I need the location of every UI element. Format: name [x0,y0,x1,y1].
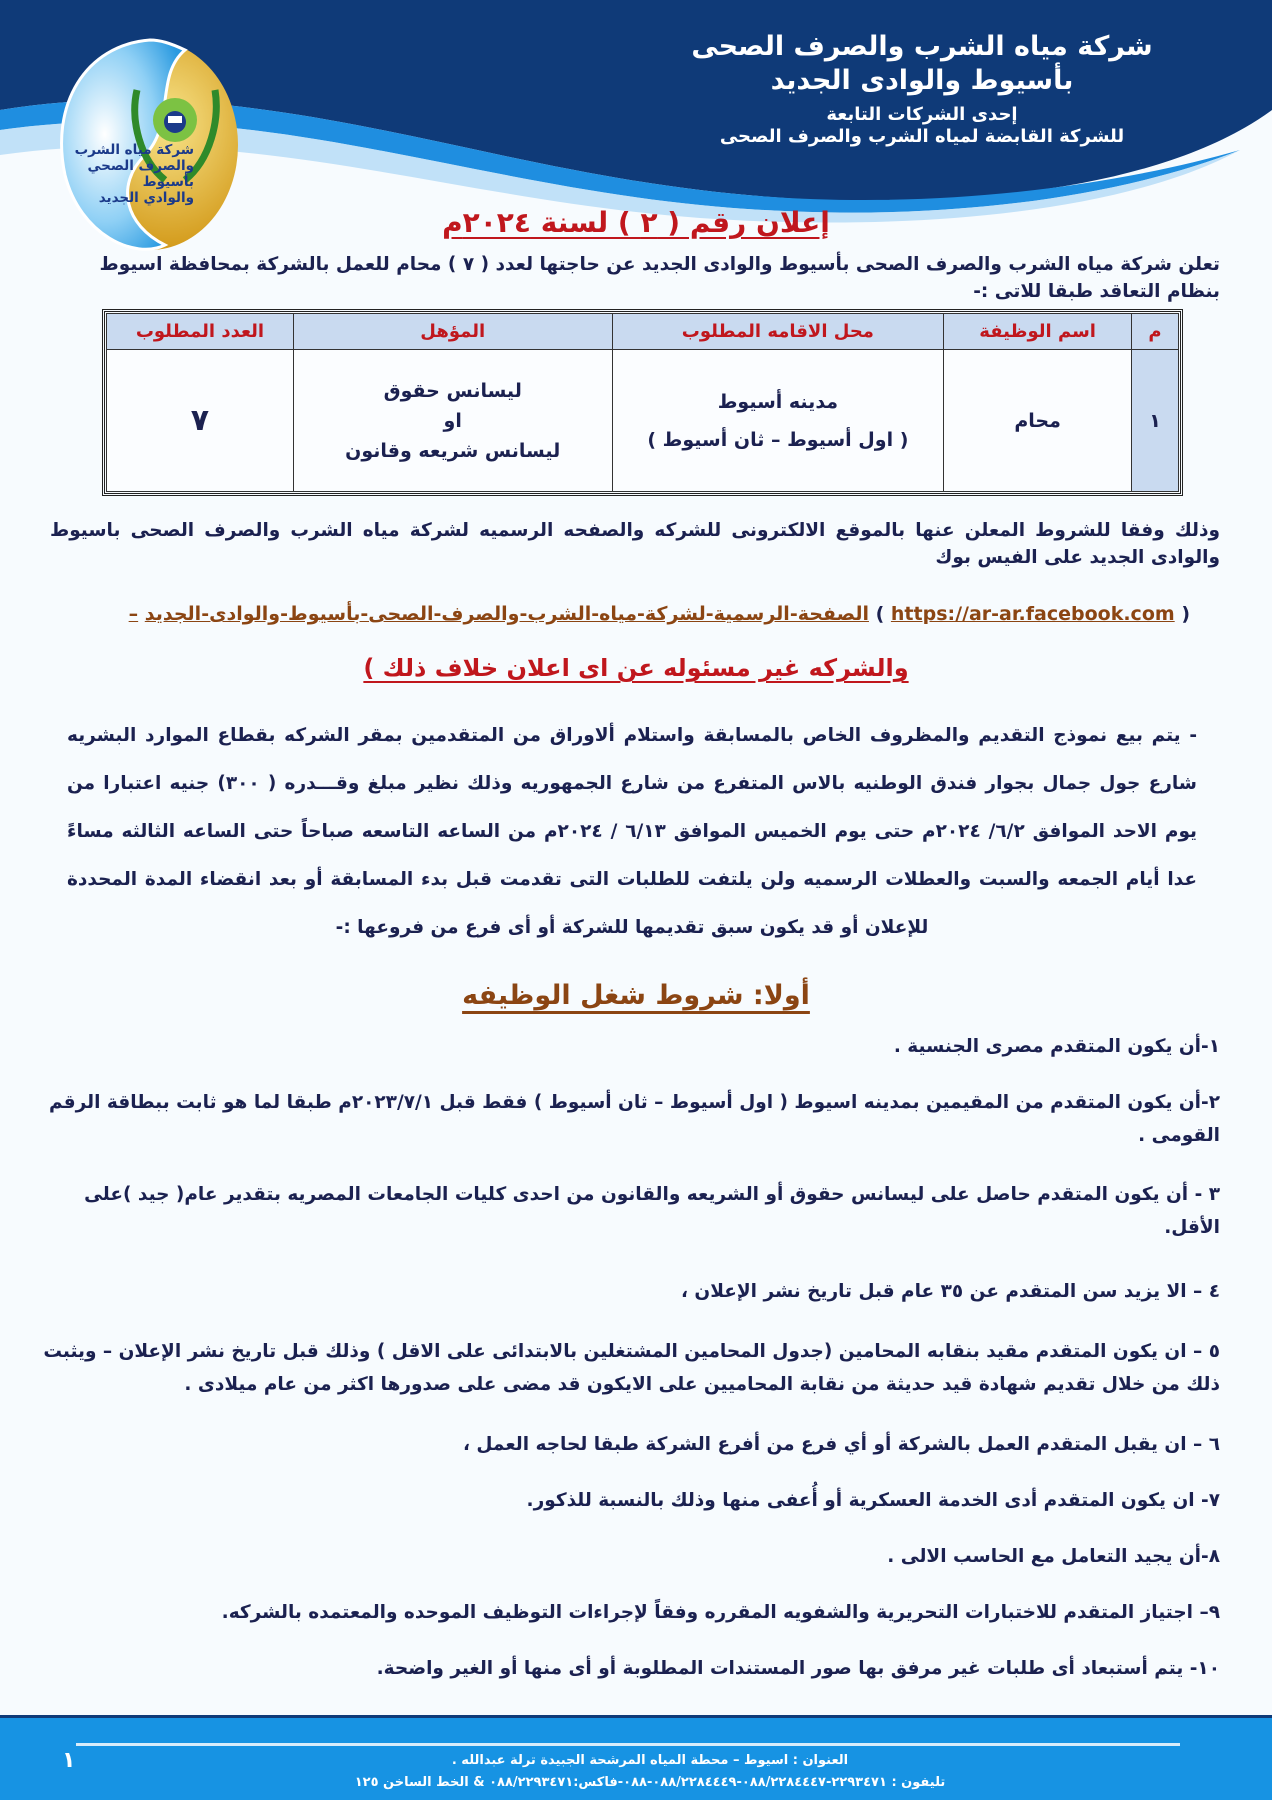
facebook-page-path-link[interactable]: الصفحة-الرسمية-لشركة-مياه-الشرب-والصرف-الصحى-بأسيوط-والوادى-الجديد [144,603,869,625]
sale-paragraph: - يتم بيع نموذج التقديم والمظروف الخاص بالمسابقة واستلام ألاوراق من المتقدمين بمقر الشركه بقطاع الموارد البشريه شارع جول جمال بجوار فندق الوطنيه بالاس المتفرع من شارع الجمهوريه وذلك نظير مبلغ وقـــدره ( ٣٠٠) جنيه اعتبارا من يوم الاحد الموافق ٦/٢/ ٢٠٢٤م حتى يوم الخميس الموافق ٦/١٣ / ٢٠٢٤م من الساعه التاسعه صباحاً حتى الساعه الثالثه مساءً عدا أيام الجمعه والسبت والعطلات الرسميه ولن يلتفت للطلبات التى تقدمت قبل بدء المسابقة أو بعد انقضاء المدة المحددة للإعلان أو قد يكون سبق تقديمها للشركة أو أى فرع من فروعها :- [67,725,1198,938]
cell-job: محام [944,350,1132,492]
qualification-line: او [443,409,462,432]
condition-item: ٣ - أن يكون المتقدم حاصل على ليسانس حقوق أو الشريعه والقانون من احدى كليات الجامعات المصريه بتقدير عام( جيد )على الأقل. [84,1184,1220,1238]
column-header-job: اسم الوظيفة [944,314,1132,350]
condition-item: ٨-أن يجيد التعامل مع الحاسب الالى . [887,1546,1220,1567]
column-header-num: م [1132,314,1179,350]
logo-text-line: شركة مياه الشرب [74,142,194,158]
conditions-title: أولا: شروط شغل الوظيفه [462,980,810,1011]
company-header [662,30,1182,148]
affiliate-line1: إحدى الشركات التابعة [826,104,1018,125]
condition-item: ٧- ان يكون المتقدم أدى الخدمة العسكرية أو أُعفى منها وذلك بالنسبة للذكور. [526,1490,1220,1511]
footer [0,1715,1272,1800]
facebook-url[interactable]: https://ar-ar.facebook.com [890,603,1175,625]
footer-phones: تليفون : ٢٢٩٣٤٧١-٠٨٨/٢٢٨٤٤٤٧-٠٨٨/٢٢٨٤٤٤٩-٠٨٨-فاكس:٠٨٨/٢٢٩٣٤٧١ & الخط الساخن ١٢٥ [354,1775,946,1790]
condition-item: ٤ – الا يزيد سن المتقدم عن ٣٥ عام قبل تاريخ نشر الإعلان ، [680,1281,1220,1302]
announcement-title-text: إعلان رقم ( ٢ ) لسنة ٢٠٢٤م [442,206,830,239]
footer-address: العنوان : اسيوط – محطة المياه المرشحة الجبيدة ترلة عبدالله . [451,1753,849,1768]
cell-num: ١ [1132,350,1179,492]
condition-item: ٥ – ان يكون المتقدم مقيد بنقابه المحامين (جدول المحامين المشتغلين بالابتدائى على الاقل ) وذلك قبل تاريخ نشر الإعلان – ويثبت ذلك من خلال تقديم شهادة قيد حديثة من نقابة المحاميين على الايكون قد مضى على صدورها اكثر من عام ميلادى . [43,1341,1220,1395]
footer-contact [200,1750,1100,1794]
facebook-link-line [100,603,1190,625]
disclaimer: والشركه غير مسئوله عن اى اعلان خلاف ذلك ) [363,654,909,682]
announcement-intro: تعلن شركة مياه الشرب والصرف الصحى بأسيوط والوادى الجديد عن حاجتها لعدد ( ٧ ) محام للعمل بالشركة بمحافظة اسيوط بنظام التعاقد طبقا للاتى :- [99,254,1220,302]
condition-item: ١-أن يكون المتقدم مصرى الجنسية . [893,1036,1220,1057]
table-row [107,350,1179,492]
company-name-line2: بأسيوط والوادى الجديد [770,65,1074,96]
cell-count: ٧ [107,350,294,492]
column-header-count: العدد المطلوب [107,314,294,350]
residence-line: ( اول أسيوط – ثان أسيوط ) [647,428,909,451]
logo-text-line: والصرف الصحي بأسيوط [87,158,194,190]
company-name-line1: شركة مياه الشرب والصرف الصحى [691,31,1153,62]
table-header-row [107,314,1179,350]
column-header-qualification: المؤهل [293,314,612,350]
condition-item: ٩– اجتياز المتقدم للاختبارات التحريرية والشفويه المقرره وفقاً لإجراءات التوظيف الموحده والمعتمده بالشركه. [221,1602,1220,1623]
terms-note: وذلك وفقا للشروط المعلن عنها بالموقع الالكترونى للشركه والصفحه الرسميه لشركة مياه الشرب والصرف الصحى باسيوط والوادى الجديد على الفيس بوك [50,520,1220,568]
affiliate-line2: للشركة القابضة لمياه الشرب والصرف الصحى [719,126,1125,147]
condition-item: ٦ – ان يقبل المتقدم العمل بالشركة أو أي فرع من أفرع الشركة طبقا لحاجه العمل ، [462,1434,1220,1455]
jobs-table [106,313,1179,492]
footer-divider [76,1743,1180,1746]
facebook-page-link[interactable] [891,603,1175,625]
open-paren: ( [1181,603,1190,625]
logo-text-line: والوادي الجديد [98,190,194,206]
facebook-trailing-dash[interactable]: – [128,603,139,625]
cell-residence [612,350,944,492]
announcement-title [0,206,1272,239]
qualification-line: ليسانس حقوق [383,379,522,402]
qualification-line: ليسانس شريعه وقانون [345,439,561,462]
condition-item: ١٠- يتم أستبعاد أى طلبات غير مرفق بها صور المستندات المطلوبة أو أى منها أو الغير واضحة. [376,1658,1220,1679]
residence-line: مدينه أسيوط [717,390,839,413]
column-header-residence: محل الاقامه المطلوب [612,314,944,350]
condition-item: ٢-أن يكون المتقدم من المقيمين بمدينه اسيوط ( اول أسيوط – ثان أسيوط ) فقط قبل ٢٠٢٣/٧/١م طبقا لما هو ثابت ببطاقة الرقم القومى . [49,1092,1220,1146]
logo-text [44,142,194,206]
page-number: ١ [62,1748,76,1773]
close-paren: ) [875,603,885,625]
cell-qualification [293,350,612,492]
